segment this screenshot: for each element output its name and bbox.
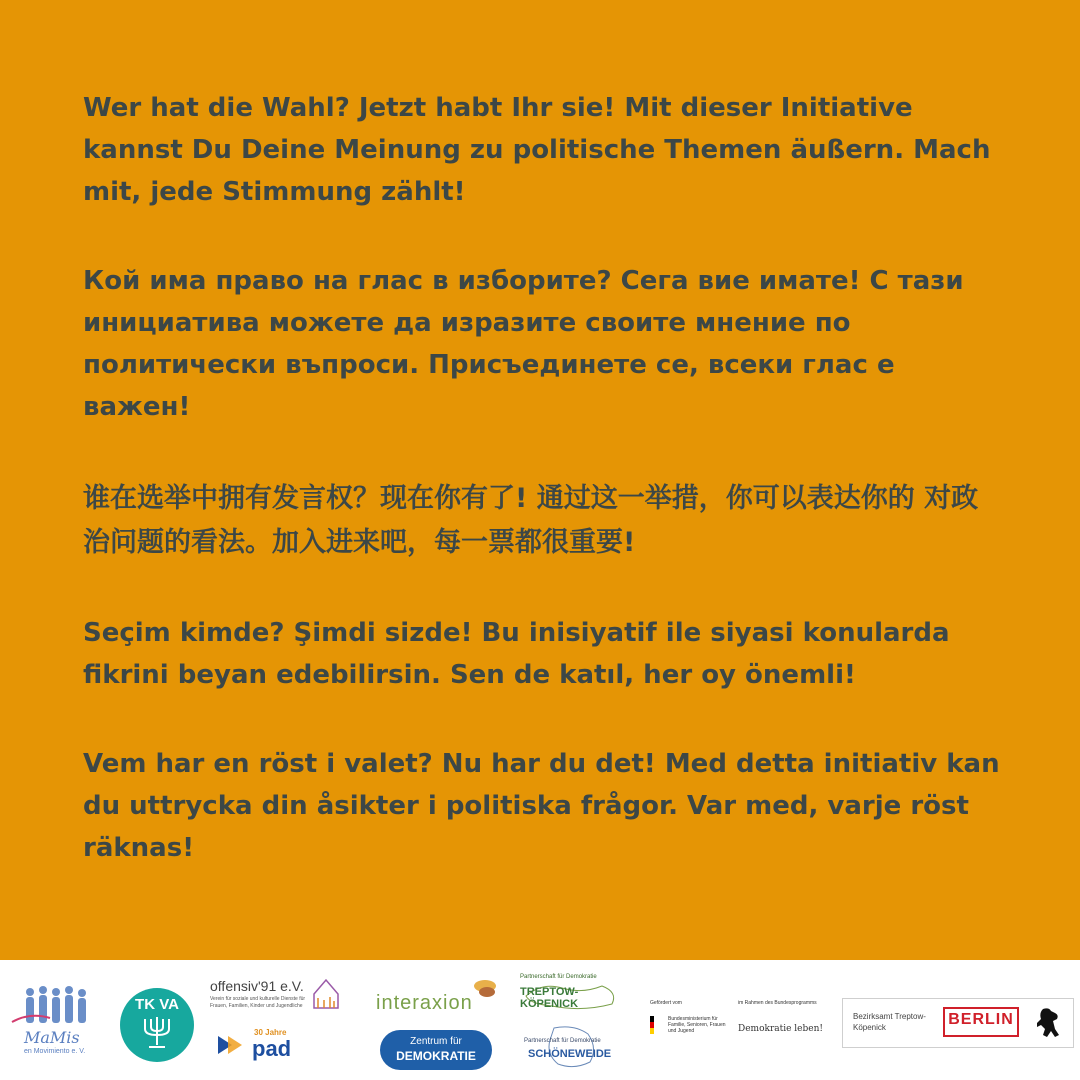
pad-logo	[214, 1030, 304, 1066]
interaxion-name: interaxion	[376, 992, 473, 1014]
people-silhouettes-icon	[10, 982, 110, 1032]
bmfsfj-text: Bundesministerium für Familie, Senioren, Frauen und Jugend	[668, 1016, 726, 1034]
bmfsfj-logo	[650, 1000, 732, 1040]
message-bulgarian: Кой има право на глас в изборите? Сега вие имате! С тази инициатива можете да изразите своите мнение по политически въпроси. Присъединете се, всеки глас е важен!	[83, 266, 964, 422]
zentrum-demokratie-logo	[380, 1030, 492, 1070]
schoeneweide-line2: SCHÖNEWEIDE	[528, 1048, 612, 1060]
treptow-line2: TREPTOW-KÖPENICK	[520, 986, 579, 1010]
message-turkish: Seçim kimde? Şimdi sizde! Bu inisiyatif ile siyasi konularda fikrini beyan edebilirsin. Sen de katıl, her oy önemli!	[83, 618, 950, 690]
bezirksamt-text: Bezirksamt Treptow-Köpenick	[853, 1012, 926, 1032]
zentrum-line2: DEMOKRATIE	[396, 1049, 476, 1063]
house-sketch-icon	[312, 978, 340, 1010]
offensiv91-name: offensiv'91 e.V.	[210, 978, 304, 994]
schoeneweide-line1: Partnerschaft für Demokratie	[524, 1038, 601, 1044]
pad-anniversary: 30 Jahre	[254, 1028, 287, 1037]
german-flag-icon	[650, 1016, 654, 1034]
offensiv91-logo	[210, 978, 340, 1016]
sponsor-footer	[0, 960, 1080, 1080]
mamis-logo	[10, 982, 110, 1060]
demokratie-leben-logo	[738, 1000, 822, 1040]
berlin-box	[943, 1007, 1019, 1037]
tkva-logo	[120, 988, 194, 1062]
message-swedish: Vem har en röst i valet? Nu har du det! Med detta initiativ kan du uttrycka din åsikter i politiska frågor. Var med, varje röst räknas!	[83, 749, 1000, 863]
interaxion-swirl-icon	[472, 978, 498, 1000]
message-german: Wer hat die Wahl? Jetzt habt Ihr sie! Mit dieser Initiative kannst Du Deine Meinung zu politische Themen äußern. Mach mit, jede Stimmung zählt!	[83, 93, 991, 207]
interaxion-logo	[376, 978, 500, 1018]
bmfsfj-label: Gefördert vom	[650, 1000, 682, 1006]
mamis-name: MaMis	[24, 1028, 80, 1047]
message-chinese: 谁在选举中拥有发言权？现在你有了! 通过这一举措，你可以表达你的 对政治问题的看法。加入进来吧，每一票都很重要!	[83, 483, 979, 558]
pad-name: pad	[252, 1036, 292, 1061]
demokratie-leben-label: im Rahmen des Bundesprogramms	[738, 1000, 817, 1006]
mamis-subtitle: en Movimiento e. V.	[24, 1048, 86, 1055]
offensiv91-subtitle: Verein für soziale und kulturelle Dienste für Frauen, Familien, Kinder und Jugendliche	[210, 996, 306, 1009]
pad-arrow-icon	[214, 1030, 244, 1060]
zentrum-line1: Zentrum für	[410, 1036, 462, 1047]
district-map-icon	[544, 1024, 600, 1070]
treptow-line1: Partnerschaft für Demokratie	[520, 974, 597, 980]
tkva-name: TK VA	[135, 996, 179, 1013]
pfd-schoeneweide-logo	[524, 1022, 620, 1072]
menorah-icon	[139, 1015, 175, 1051]
bezirksamt-logo	[842, 998, 1074, 1048]
berlin-bear-icon	[1035, 1007, 1061, 1039]
pfd-treptow-logo	[516, 972, 628, 1012]
demokratie-leben-name: Demokratie leben!	[738, 1024, 824, 1034]
berlin-wordmark: BERLIN	[948, 1011, 1014, 1028]
